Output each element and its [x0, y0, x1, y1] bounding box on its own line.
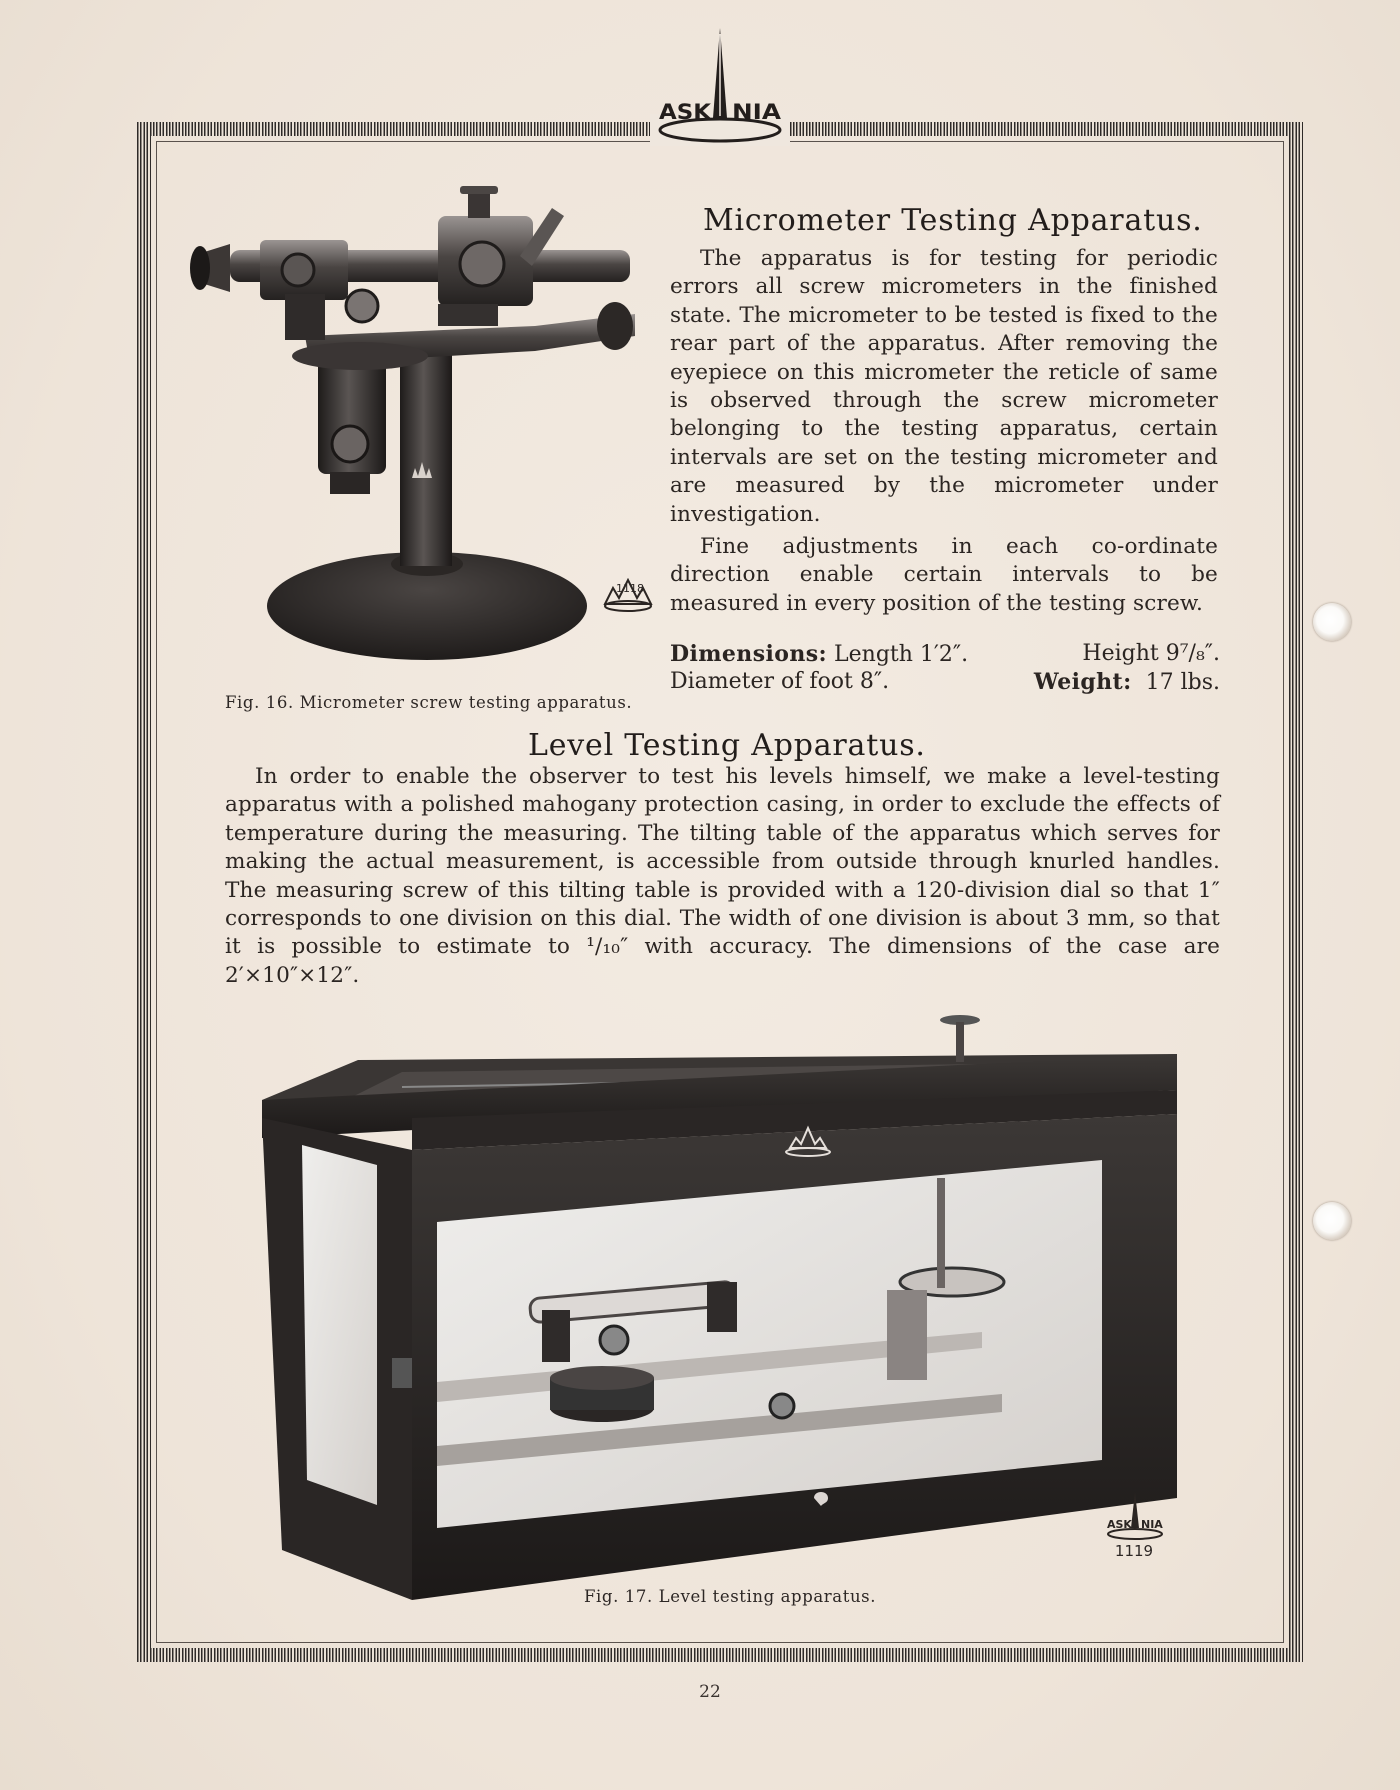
figure-16-caption: Fig. 16. Micrometer screw testing apparatus.	[225, 693, 633, 712]
svg-text:ASK: ASK	[1107, 1518, 1132, 1531]
dimensions-label: Dimensions:	[670, 641, 828, 667]
stamp-crown-icon	[603, 578, 653, 628]
section-title-micrometer: Micrometer Testing Apparatus.	[703, 203, 1203, 238]
stamp-askania-logo	[1105, 1490, 1165, 1542]
punch-hole	[1313, 1202, 1351, 1240]
micrometer-dimensions	[670, 640, 1220, 696]
level-paragraph: In order to enable the observer to test his levels himself, we make a level-testing apparatus with a polished mahogany protection casing, in order to exclude the effects of temperature during the measuring. The tilting table of the apparatus which serves for making the actual measurement, is accessible from outside through knurled handles. The measuring screw of this tilting table is provided with a 120-division dial so that 1″ corresponds to one division on this dial. The width of one division is about 3 mm, so that it is possible to estimate to ¹/₁₀″ with accuracy. The dimensions of the case are 2′×10″×12″.	[225, 764, 1220, 988]
weight-label: Weight:	[1033, 669, 1132, 695]
weight-value: 17 lbs.	[1145, 670, 1220, 695]
svg-text:NIA: NIA	[1141, 1518, 1163, 1531]
punch-hole	[1313, 603, 1351, 641]
micrometer-paragraph-1: The apparatus is for testing for periodic errors all screw micrometers in the finished state. The micrometer to be tested is fixed to the rear part of the apparatus. After removing the eyepiece on this micrometer the reticle of same is observed through the screw micrometer belonging to the testing apparatus, certain intervals are set on the testing micrometer and are measured by the micrometer under investigation.	[670, 246, 1218, 527]
page-number: 22	[699, 1682, 721, 1702]
stamp-number: 1119	[1114, 1542, 1154, 1560]
diameter-value: Diameter of foot 8″.	[670, 669, 890, 694]
svg-text:ASK: ASK	[659, 100, 712, 124]
figure-17-caption: Fig. 17. Level testing apparatus.	[584, 1587, 877, 1606]
level-testing-apparatus-illustration	[262, 1010, 1186, 1600]
micrometer-apparatus-illustration	[190, 186, 645, 668]
section-title-level: Level Testing Apparatus.	[528, 728, 926, 763]
micrometer-paragraph-2: Fine adjustments in each co-ordinate direction enable certain intervals to be measured in every position of the testing screw.	[670, 534, 1218, 616]
length-value: Length 1′2″.	[834, 642, 969, 667]
height-value: Height 9⁷/₈″.	[1082, 641, 1220, 666]
svg-text:NIA: NIA	[732, 100, 782, 124]
section-body-micrometer	[670, 245, 1218, 618]
section-body-level	[225, 763, 1220, 990]
askania-logo	[655, 26, 785, 146]
stamp-number: 1118	[616, 582, 644, 595]
